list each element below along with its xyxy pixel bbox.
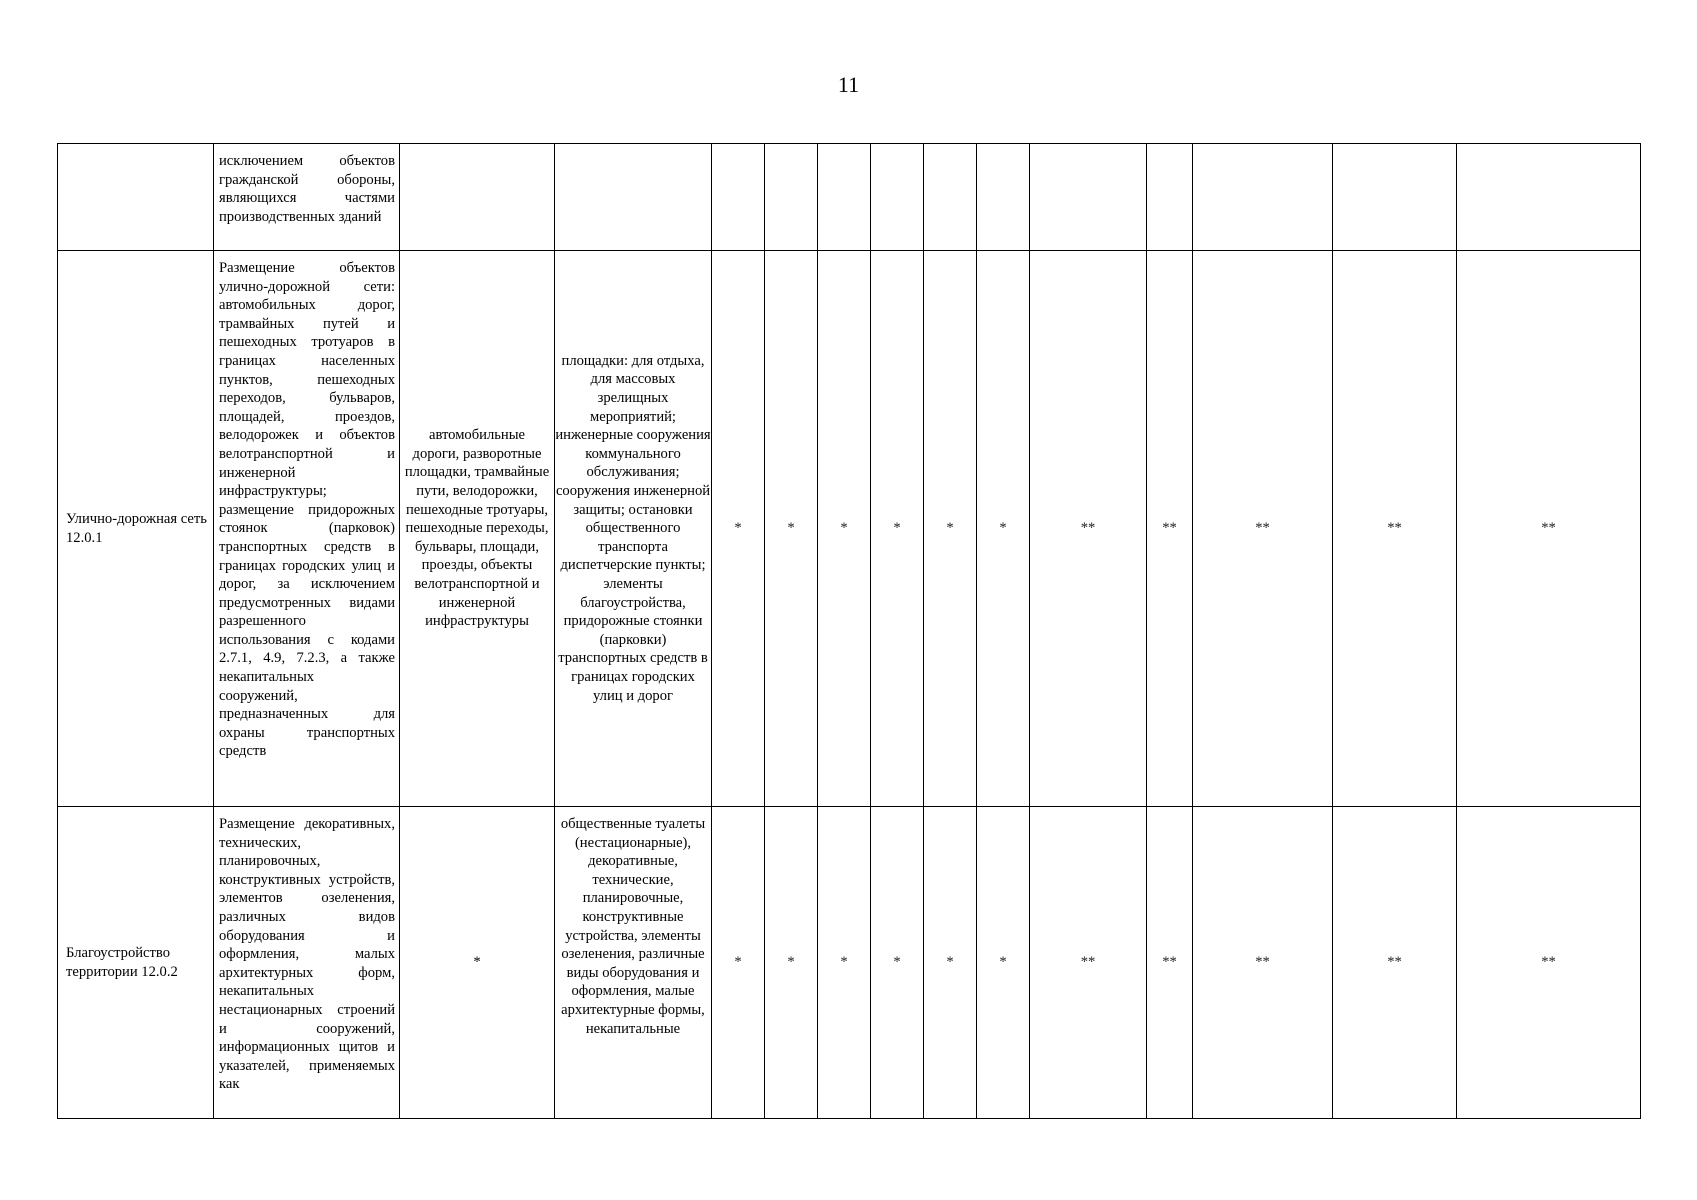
row-description: Размещение объектов улично-дорожной сети: автомобильных дорог, трамвайных путей и пешеходных тротуаров в границах населенных пунктов, пешеходных переходов, бульваров, площадей, проездов, велодорожек и объектов велотранспортной и инженерной инфраструктуры; размещение придорожных стоянок (парковок) транспортных средств в границах городских улиц и дорог, за исключением предусмотренных видами разрешенного использования с кодами 2.7.1, 4.9, 7.2.3, а также некапитальных сооружений, предназначенных для охраны транспортных средств (214, 251, 400, 807)
table-row (58, 144, 1641, 251)
mark-cell: * (765, 251, 818, 807)
row-auxiliary-objects (555, 144, 712, 251)
mark-cell: * (977, 807, 1030, 1119)
mark-cell (1457, 144, 1641, 251)
mark-cell (1193, 144, 1333, 251)
mark-cell (1147, 144, 1193, 251)
mark-cell: * (871, 807, 924, 1119)
row-main-objects (400, 144, 555, 251)
table-row (58, 251, 1641, 807)
row-auxiliary-objects: общественные туалеты (нестационарные), декоративные, технические, планировочные, конструктивные устройства, элементы озеленения, различные виды оборудования и оформления, малые архитектурные формы, некапитальные (555, 807, 712, 1119)
mark-cell: * (712, 807, 765, 1119)
mark-cell: ** (1030, 251, 1147, 807)
row-main-objects: автомобильные дороги, разворотные площадки, трамвайные пути, велодорожки, пешеходные тротуары, пешеходные переходы, бульвары, площади, проезды, объекты велотранспортной и инженерной инфраструктуры (400, 251, 555, 807)
row-main-objects: * (400, 807, 555, 1119)
row-name: Улично-дорожная сеть 12.0.1 (58, 251, 214, 807)
mark-cell: * (818, 807, 871, 1119)
mark-cell: ** (1333, 251, 1457, 807)
mark-cell: * (924, 251, 977, 807)
table-row (58, 807, 1641, 1119)
page-number: 11 (837, 72, 860, 97)
mark-cell: ** (1193, 807, 1333, 1119)
mark-cell (977, 144, 1030, 251)
row-name (58, 144, 214, 251)
mark-cell: * (977, 251, 1030, 807)
row-auxiliary-objects: площадки: для отдыха, для массовых зрелищных мероприятий; инженерные сооружения коммунального обслуживания; сооружения инженерной защиты; остановки общественного транспорта диспетчерские пункты; элементы благоустройства, придорожные стоянки (парковки) транспортных средств в границах городских улиц и дорог (555, 251, 712, 807)
mark-cell: ** (1333, 807, 1457, 1119)
row-description: Размещение декоративных, технических, планировочных, конструктивных устройств, элементов озеленения, различных видов оборудования и оформления, малых архитектурных форм, некапитальных нестационарных строений и сооружений, информационных щитов и указателей, применяемых как (214, 807, 400, 1119)
mark-cell: * (924, 807, 977, 1119)
row-name: Благоустройство территории 12.0.2 (58, 807, 214, 1119)
mark-cell: ** (1193, 251, 1333, 807)
mark-cell: ** (1147, 807, 1193, 1119)
land-use-table (57, 143, 1641, 1119)
mark-cell: ** (1457, 251, 1641, 807)
mark-cell: * (818, 251, 871, 807)
mark-cell: * (765, 807, 818, 1119)
mark-cell: ** (1030, 807, 1147, 1119)
mark-cell: * (712, 251, 765, 807)
mark-cell (1030, 144, 1147, 251)
mark-cell (1333, 144, 1457, 251)
mark-cell: * (871, 251, 924, 807)
mark-cell (871, 144, 924, 251)
mark-cell (712, 144, 765, 251)
mark-cell (765, 144, 818, 251)
mark-cell: ** (1457, 807, 1641, 1119)
mark-cell (924, 144, 977, 251)
mark-cell (818, 144, 871, 251)
row-description: исключением объектов гражданской обороны, являющихся частями производственных зданий (214, 144, 400, 251)
mark-cell: ** (1147, 251, 1193, 807)
